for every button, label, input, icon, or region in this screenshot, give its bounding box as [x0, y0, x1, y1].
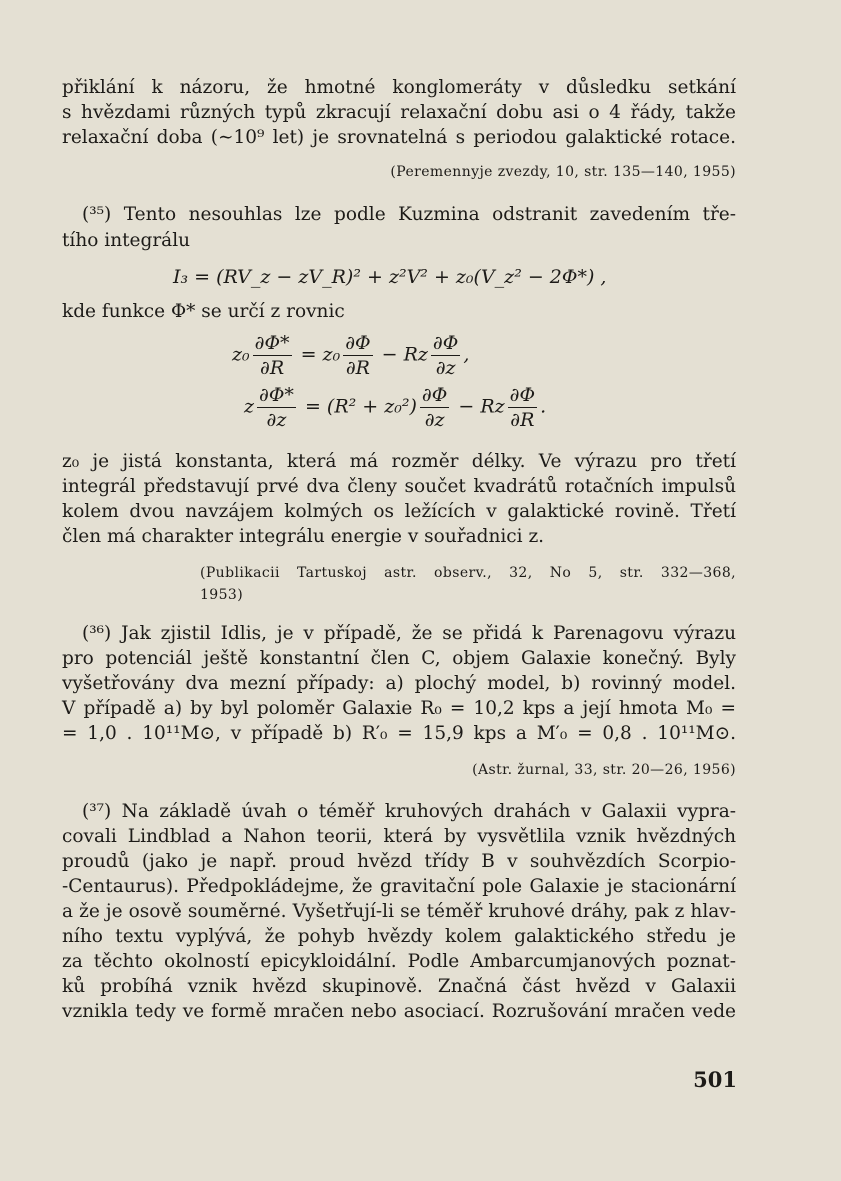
text-line: přiklání k názoru, že hmotné konglomeráty v důsledku setkání — [62, 77, 736, 98]
footnote-37-line: covali Lindblad a Nahon teorii, která by vysvětlila vznik hvězdných — [62, 826, 736, 847]
footnote-36-line: = 1,0 . 10¹¹M⊙, v případě b) R′₀ = 15,9 kps a M′₀ = 0,8 . 10¹¹M⊙. — [62, 723, 736, 744]
footnote-35-line: člen má charakter integrálu energie v souřadnici z. — [62, 526, 545, 547]
eq1-mid-fraction: $\frac{\partial\Phi}{\partial R}$ — [345, 332, 371, 379]
equation-2: z $\frac{\partial\Phi*}{\partial z}$ = (R² + z₀²) $\frac{\partial\Phi}{\partial z}$ − Rz $\frac{\partial\Phi}{\partial R}$ . — [244, 384, 547, 431]
footnote-37-line: vznikla tedy ve formě mračen nebo asociací. Rozrušování mračen vede — [62, 1001, 736, 1022]
page-number: 501 — [693, 1067, 737, 1092]
text-line: relaxační doba (∼10⁹ let) je srovnatelná s periodou galaktické rotace. — [62, 127, 736, 148]
footnote-37-line: -Centaurus). Předpokládejme, že gravitační pole Galaxie je stacionární — [62, 876, 736, 897]
eq2-right-fraction: $\frac{\partial\Phi}{\partial R}$ — [509, 384, 536, 431]
eq1-right-fraction: $\frac{\partial\Phi}{\partial z}$ — [432, 332, 459, 379]
third-integral-equation: I₃ = (RV_z − zV_R)² + z²V² + z₀(V_z² − 2Φ*) , — [173, 266, 607, 288]
eq2-mid-fraction: $\frac{\partial\Phi}{\partial z}$ — [421, 384, 448, 431]
footnote-36-line: V případě a) by byl poloměr Galaxie R₀ = 10,2 kps a její hmota M₀ = — [62, 698, 736, 719]
text-line: s hvězdami různých typů zkracují relaxační dobu asi o 4 řády, takže — [62, 102, 736, 123]
footnote-35-line: tího integrálu — [62, 230, 191, 251]
eq1-lhs-coef: z₀ — [232, 343, 250, 366]
footnote-35-line: kde funkce Φ* se určí z rovnic — [62, 301, 345, 322]
eq1-lhs-fraction: $\frac{\partial\Phi*}{\partial R}$ — [254, 332, 290, 379]
footnote-36-line: pro potenciál ještě konstantní člen C, objem Galaxie konečný. Byly — [62, 648, 736, 669]
footnote-37-line: za těchto okolností epicykloidální. Podle Ambarcumjanových poznat- — [62, 951, 736, 972]
footnote-35-line: z₀ je jistá konstanta, která má rozměr délky. Ve výrazu pro třetí — [62, 451, 736, 472]
reference: (Peremennyje zvezdy, 10, str. 135—140, 1955) — [390, 164, 736, 180]
reference: (Astr. žurnal, 33, str. 20—26, 1956) — [472, 762, 736, 778]
reference: (Publikacii Tartuskoj astr. observ., 32, No 5, str. 332—368, — [200, 565, 736, 581]
footnote-37-line: (³⁷) Na základě úvah o téměř kruhových drahách v Galaxii vypra- — [82, 801, 736, 822]
footnote-37-line: ků probíhá vznik hvězd skupinově. Značná část hvězd v Galaxii — [62, 976, 736, 997]
footnote-37-line: ního textu vyplývá, že pohyb hvězdy kolem galaktického středu je — [62, 926, 736, 947]
footnote-35-line: (³⁵) Tento nesouhlas lze podle Kuzmina odstranit zavedením tře- — [82, 204, 736, 225]
footnote-35-line: kolem dvou navzájem kolmých os ležících v galaktické rovině. Třetí — [62, 501, 736, 522]
footnote-37-line: proudů (jako je např. proud hvězd třídy B v souhvězdích Scorpio- — [62, 851, 736, 872]
reference: 1953) — [200, 587, 244, 603]
footnote-36-line: vyšetřovány dva mezní případy: a) plochý model, b) rovinný model. — [62, 673, 736, 694]
eq2-lhs-coef: z — [244, 395, 255, 418]
footnote-35-line: integrál představují prvé dva členy součet kvadrátů rotačních impulsů — [62, 476, 736, 497]
footnote-36-line: (³⁶) Jak zjistil Idlis, je v případě, že se přidá k Parenagovu výrazu — [82, 623, 736, 644]
eq2-lhs-fraction: $\frac{\partial\Phi*}{\partial z}$ — [259, 384, 294, 431]
equation-1: z₀ $\frac{\partial\Phi*}{\partial R}$ = z₀ $\frac{\partial\Phi}{\partial R}$ − Rz $\frac{\partial\Phi}{\partial z}$ , — [232, 332, 470, 379]
footnote-37-line: a že je osově souměrné. Vyšetřují-li se téměř kruhové dráhy, pak z hlav- — [62, 901, 736, 922]
